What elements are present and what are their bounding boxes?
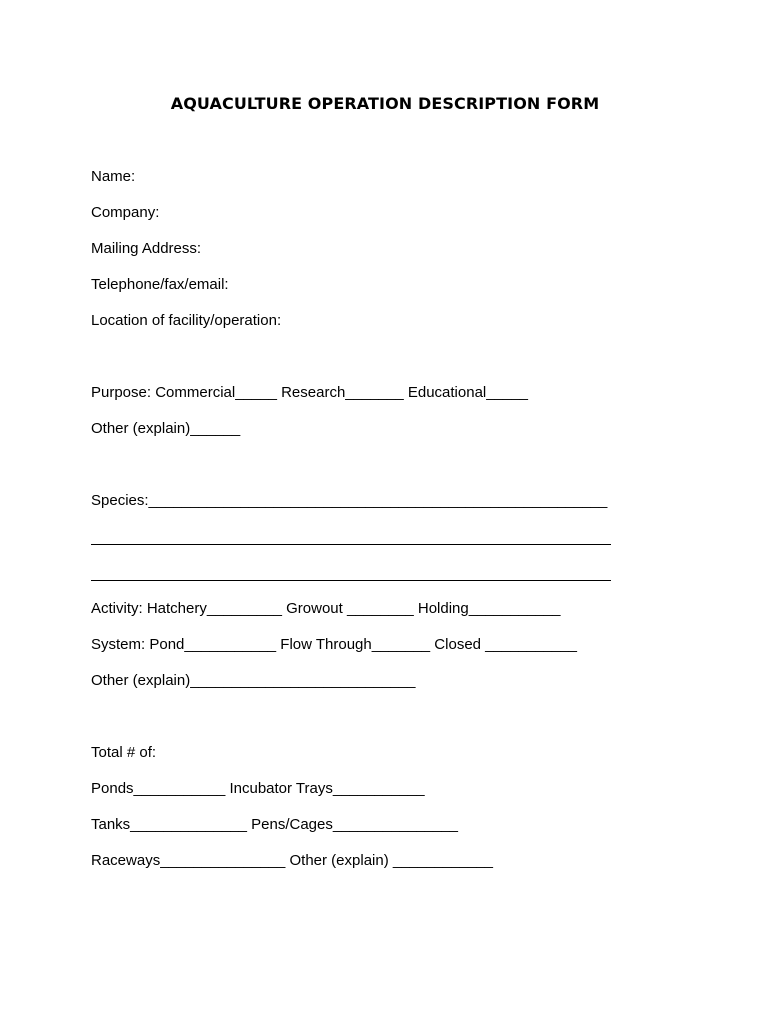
species-field[interactable]: Species:_______________________________________________________	[91, 492, 608, 509]
system-line[interactable]: System: Pond___________ Flow Through_______ Closed ___________	[91, 636, 577, 653]
company-field[interactable]: Company:	[91, 204, 160, 221]
totals-heading: Total # of:	[91, 744, 157, 761]
ponds-incubator-line[interactable]: Ponds___________ Incubator Trays___________	[91, 780, 425, 797]
page-title: AQUACULTURE OPERATION DESCRIPTION FORM	[170, 94, 600, 113]
raceways-other-line[interactable]: Raceways_______________ Other (explain) ____________	[91, 852, 493, 869]
tanks-pens-line[interactable]: Tanks______________ Pens/Cages_______________	[91, 816, 458, 833]
name-field[interactable]: Name:	[91, 168, 136, 185]
facility-location-field[interactable]: Location of facility/operation:	[91, 312, 282, 329]
activity-line[interactable]: Activity: Hatchery_________ Growout ________ Holding___________	[91, 600, 561, 617]
telephone-fax-email-field[interactable]: Telephone/fax/email:	[91, 276, 229, 293]
purpose-line[interactable]: Purpose: Commercial_____ Research_______ Educational_____	[91, 384, 528, 401]
mailing-address-field[interactable]: Mailing Address:	[91, 240, 202, 257]
species-blank-line-1[interactable]	[91, 544, 611, 545]
species-blank-line-2[interactable]	[91, 580, 611, 581]
purpose-other-field[interactable]: Other (explain)______	[91, 420, 241, 437]
system-other-field[interactable]: Other (explain)___________________________	[91, 672, 416, 689]
